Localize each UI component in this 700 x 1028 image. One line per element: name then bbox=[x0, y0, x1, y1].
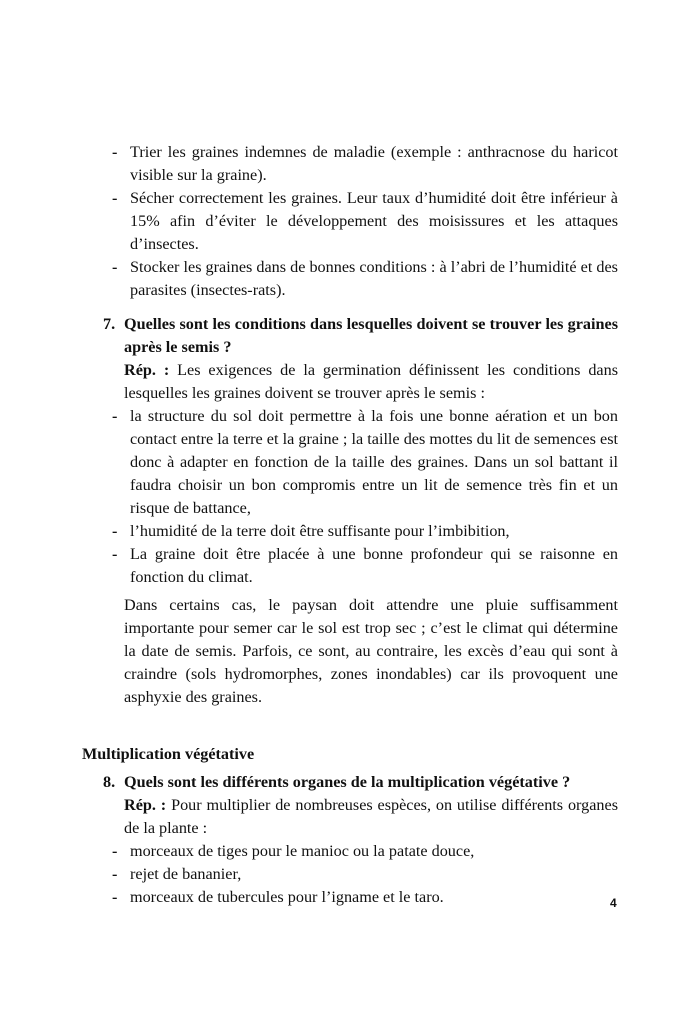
bullet-dash: - bbox=[112, 865, 118, 883]
list-item-text: La graine doit être placée à une bonne profondeur qui se raisonne en fonction du climat. bbox=[130, 545, 618, 586]
answer-text: Pour multiplier de nombreuses espèces, on utilise différents organes de la plante : bbox=[124, 796, 619, 837]
paragraph-climate: Dans certains cas, le paysan doit attendre une pluie suffisamment importante pour semer car le sol est trop sec ; c’est le climat qui détermine la date de semis. Parfois, ce sont, au contraire, les excès d’eau qui sont à craindre (sols hydromorphes, zones inondables) car ils provoquent une asphyxie des graines. bbox=[124, 596, 618, 706]
list-item-text: morceaux de tiges pour le manioc ou la patate douce, bbox=[130, 842, 475, 860]
bullet-list-seed-storage bbox=[112, 141, 618, 302]
bullet-dash: - bbox=[112, 545, 118, 563]
page-content bbox=[82, 141, 619, 909]
list-item bbox=[112, 256, 618, 302]
list-item bbox=[112, 405, 618, 520]
list-item bbox=[112, 520, 618, 543]
list-item bbox=[112, 840, 618, 863]
list-item-text: Sécher correctement les graines. Leur taux d’humidité doit être inférieur à 15% afin d’éviter le développement des moisissures et les attaques d’insectes. bbox=[130, 189, 618, 253]
list-item-text: Stocker les graines dans de bonnes conditions : à l’abri de l’humidité et des parasites (insectes-rats). bbox=[130, 258, 618, 299]
answer-label: Rép. : bbox=[124, 796, 167, 814]
answer-label: Rép. : bbox=[124, 361, 170, 379]
bullet-dash: - bbox=[112, 407, 118, 425]
bullet-list-organs bbox=[112, 840, 618, 909]
list-item-text: morceaux de tubercules pour l’igname et le taro. bbox=[130, 888, 444, 906]
question-number: 7. bbox=[103, 315, 116, 333]
bullet-dash: - bbox=[112, 143, 118, 161]
question-8 bbox=[103, 771, 618, 840]
list-item bbox=[112, 543, 618, 589]
list-item-text: Trier les graines indemnes de maladie (exemple : anthracnose du haricot visible sur la graine). bbox=[130, 143, 618, 184]
list-item-text: l’humidité de la terre doit être suffisante pour l’imbibition, bbox=[130, 522, 510, 540]
list-item bbox=[112, 886, 618, 909]
list-item bbox=[112, 187, 618, 256]
bullet-dash: - bbox=[112, 258, 118, 276]
page-number: 4 bbox=[610, 896, 617, 910]
bullet-dash: - bbox=[112, 522, 118, 540]
bullet-list-conditions bbox=[112, 405, 618, 589]
list-item bbox=[112, 863, 618, 886]
answer-text: Les exigences de la germination définissent les conditions dans lesquelles les graines doivent se trouver après le semis : bbox=[124, 361, 618, 402]
question-text: Quelles sont les conditions dans lesquelles doivent se trouver les graines après le semis ? bbox=[124, 315, 618, 356]
list-item-text: la structure du sol doit permettre à la fois une bonne aération et un bon contact entre la terre et la graine ; la taille des mottes du lit de semences est donc à adapter en fonction de la taille des graines. Dans un sol battant il faudra choisir un bon compromis entre un lit de semence très fin et un risque de battance, bbox=[130, 407, 618, 517]
list-item-text: rejet de bananier, bbox=[130, 865, 242, 883]
question-text: Quels sont les différents organes de la multiplication végétative ? bbox=[124, 773, 571, 791]
bullet-dash: - bbox=[112, 842, 118, 860]
question-7 bbox=[103, 313, 618, 405]
bullet-dash: - bbox=[112, 888, 118, 906]
bullet-dash: - bbox=[112, 189, 118, 207]
list-item bbox=[112, 141, 618, 187]
question-number: 8. bbox=[103, 773, 116, 791]
section-heading: Multiplication végétative bbox=[82, 745, 255, 763]
